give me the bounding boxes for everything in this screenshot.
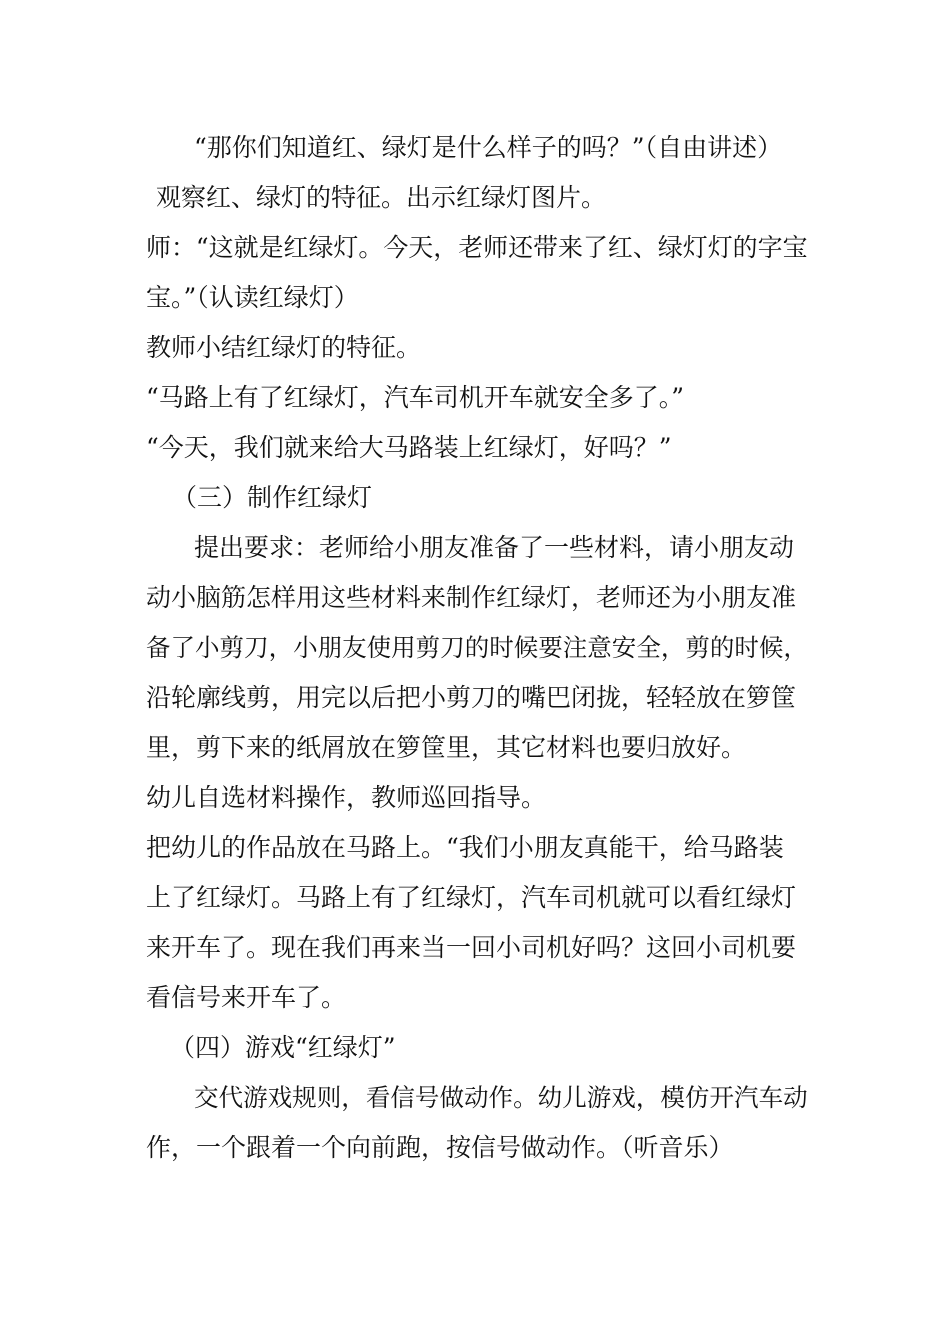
text-line: 上了红绿灯。马路上有了红绿灯，汽车司机就可以看红绿灯	[146, 883, 797, 912]
text-line: 沿轮廓线剪，用完以后把小剪刀的嘴巴闭拢，轻轻放在箩筐	[146, 683, 797, 712]
text-line: 作，一个跟着一个向前跑，按信号做动作。（听音乐）	[146, 1133, 734, 1162]
text-line: 幼儿自选材料操作，教师巡回指导。	[146, 783, 547, 812]
text-line: 备了小剪刀，小朋友使用剪刀的时候要注意安全，剪的时候，	[146, 633, 808, 662]
text-line: 看信号来开车了。	[146, 983, 347, 1012]
text-line: “马路上有了红绿灯，汽车司机开车就安全多了。”	[146, 383, 685, 412]
text-line: 里，剪下来的纸屑放在箩筐里，其它材料也要归放好。	[146, 733, 747, 762]
section-heading: （三）制作红绿灯	[172, 483, 373, 512]
text-line: 来开车了。现在我们再来当一回小司机好吗？这回小司机要	[146, 933, 797, 962]
text-line: “那你们知道红、绿灯是什么样子的吗？”（自由讲述）	[194, 133, 783, 162]
text-line: 教师小结红绿灯的特征。	[146, 333, 422, 362]
text-line: 提出要求：老师给小朋友准备了一些材料，请小朋友动	[194, 533, 795, 562]
text-line: 交代游戏规则，看信号做动作。幼儿游戏，模仿开汽车动	[194, 1083, 808, 1112]
text-line: “今天，我们就来给大马路装上红绿灯，好吗？”	[146, 433, 672, 462]
text-line: 动小脑筋怎样用这些材料来制作红绿灯，老师还为小朋友准	[146, 583, 797, 612]
text-line: 宝。”（认读红绿灯）	[146, 283, 359, 312]
text-line: 师：“这就是红绿灯。今天，老师还带来了红、绿灯灯的字宝	[146, 233, 808, 262]
text-line: 把幼儿的作品放在马路上。“我们小朋友真能干，给马路装	[146, 833, 784, 862]
section-heading: （四）游戏“红绿灯”	[170, 1033, 396, 1062]
text-line: 观察红、绿灯的特征。出示红绿灯图片。	[156, 183, 607, 212]
